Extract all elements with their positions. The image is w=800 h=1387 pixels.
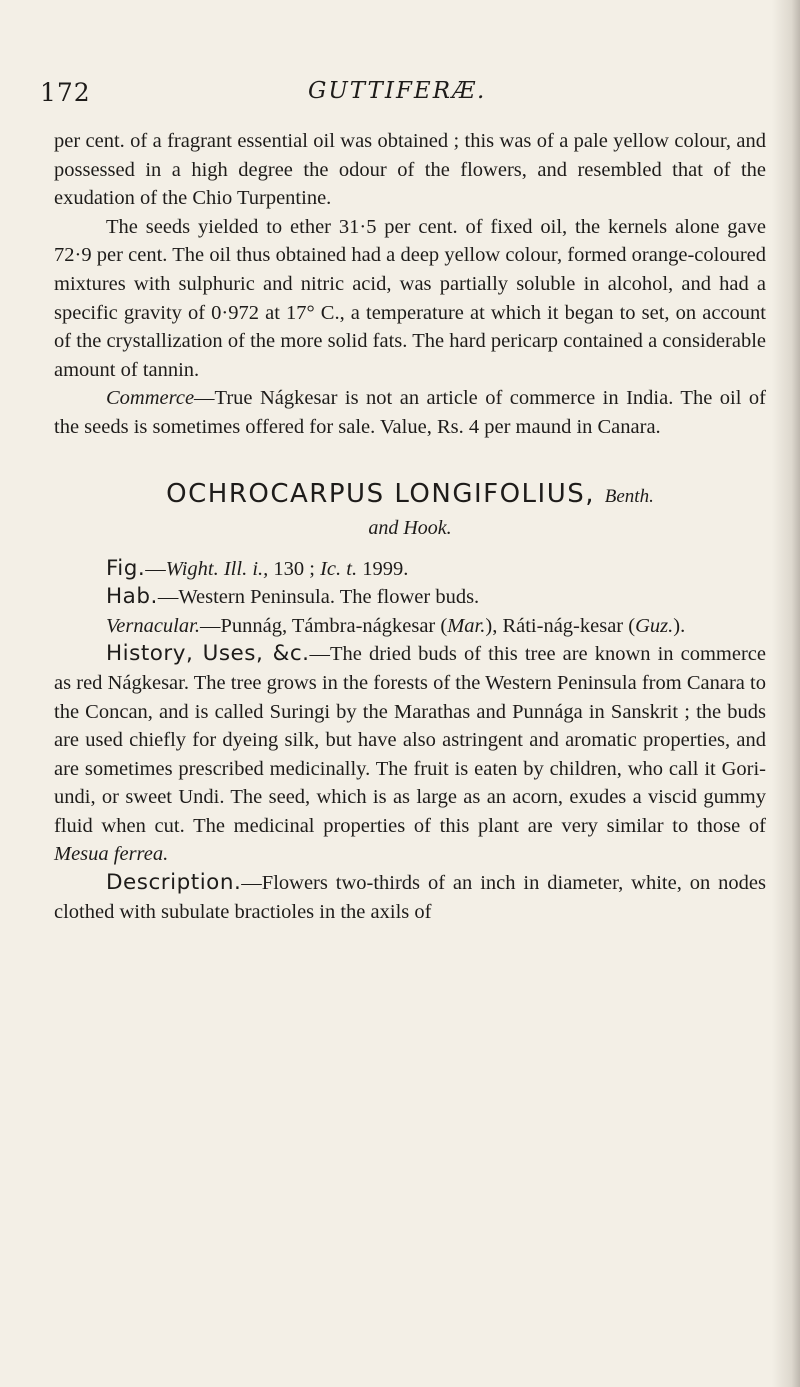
running-head: [40, 78, 760, 112]
description-lead: Description.: [106, 870, 242, 896]
species-heading: [54, 478, 766, 513]
fig-lead: Fig.: [106, 555, 146, 581]
running-title: GUTTIFERÆ.: [308, 78, 487, 104]
vernacular-part-2: ), Ráti-nág-kesar (: [485, 614, 636, 637]
fig-ic: Ic. t.: [320, 557, 358, 580]
vernacular-guz: Guz.: [635, 614, 674, 637]
species-authority-continued: and Hook.: [368, 516, 452, 539]
hab-lead: Hab.: [106, 584, 158, 610]
paragraph-description: [54, 869, 766, 926]
commerce-lead: Commerce: [106, 387, 195, 410]
vernacular-mar: Mar.: [447, 614, 486, 637]
species-name: OCHROCARPUS LONGIFOLIUS,: [166, 478, 595, 509]
history-lead: History, Uses, &c.: [106, 641, 310, 667]
paragraph-fig: [54, 555, 766, 584]
paragraph-vernacular: [54, 612, 766, 641]
fig-dash: —: [145, 557, 166, 580]
paragraph-oil-continuation: per cent. of a fragrant essential oil was obtained ; this was of a pale yellow colour, and possessed in a high degree the odour of the flowers, and resembled that of the exudation of the Chio Turpentine.: [54, 130, 766, 210]
hab-text: —Western Peninsula. The flower buds.: [157, 586, 480, 609]
page-number: 172: [40, 78, 91, 107]
history-species: Mesua ferrea.: [54, 843, 169, 866]
fig-ic-num: 1999.: [357, 557, 409, 580]
page-edge-shadow: [772, 0, 800, 1387]
paragraph-commerce: [54, 384, 766, 441]
fig-ref: Wight. Ill. i.,: [165, 557, 269, 580]
species-authority: Benth.: [604, 485, 654, 507]
vernacular-part-1: —Punnág, Támbra-nágkesar (: [199, 614, 448, 637]
commerce-text: —True Nágkesar is not an article of commerce in India. The oil of the seeds is sometimes offered for sale. Value, Rs. 4 per maund in Canara.: [54, 387, 766, 438]
fig-ref-rest: 130 ;: [268, 557, 321, 580]
paragraph-seeds: The seeds yielded to ether 31·5 per cent. of fixed oil, the kernels alone gave 72·9 per cent. The oil thus obtained had a deep yellow colour, formed orange-coloured mixtures with sulphuric and nitric acid, was partially soluble in alcohol, and had a specific gravity of 0·972 at 17° C., a temperature at which it began to set, on account of the crystallization of the more solid fats. The hard pericarp contained a considerable amount of tannin.: [54, 215, 766, 381]
paragraph-history: [54, 640, 766, 869]
vernacular-part-3: ).: [673, 614, 686, 637]
description-text: —Flowers two-thirds of an inch in diameter, white, on nodes clothed with subulate bractioles in the axils of: [54, 872, 766, 923]
body-text: [54, 127, 766, 926]
vernacular-lead: Vernacular.: [106, 614, 200, 637]
history-text: —The dried buds of this tree are known in commerce as red Nágkesar. The tree grows in the forests of the Western Peninsula from Canara to the Concan, and is called Suringi by the Marathas and Punnága in Sanskrit ; the buds are used chiefly for dyeing silk, but have also astringent and aromatic properties, and are sometimes prescribed medicinally. The fruit is eaten by children, who call it Gori-undi, or sweet Undi. The seed, which is as large as an acorn, exudes a viscid gummy fluid when cut. The medicinal properties of this plant are very similar to those of: [54, 643, 766, 837]
paragraph-hab: [54, 583, 766, 612]
